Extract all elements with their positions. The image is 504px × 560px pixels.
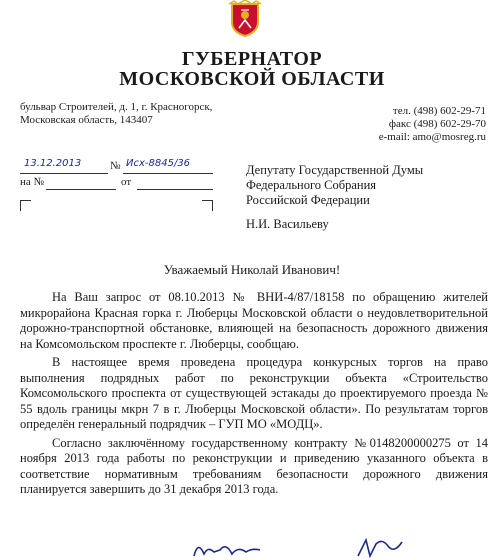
address-line1: бульвар Строителей, д. 1, г. Красногорск, [20,101,213,113]
letter-body [20,290,488,498]
paragraph-3: Согласно заключённому государственному контракту №0148200000275 от 14 ноября 2013 года работы по реконструкции и приведению указанного объекта в соответствие нормативным требованиям безопасности дорожного движения планируется завершить до 31 декабря 2013 года. [20,435,488,496]
recipient-line2: Федерального Собрания [246,178,377,192]
greeting: Уважаемый Николай Иванович! [163,262,341,277]
incoming-date-line [137,188,213,190]
recipient-line3: Российской Федерации [246,193,370,207]
recipient-line1: Депутату Государственной Думы [246,163,424,177]
letterhead-title-line1: ГУБЕРНАТОР [181,48,323,70]
signature-mark-left [190,536,270,560]
recipient-name: Н.И. Васильеву [246,217,329,231]
date-line [20,172,108,174]
handwritten-date: 13.12.2013 [24,158,82,169]
incoming-date-label: от [121,176,132,188]
phone-number: тел. (498) 602-29-71 [392,105,486,117]
fax-number: факс (498) 602-29-70 [388,118,486,130]
paragraph-2: В настоящее время проведена процедура конкурсных торгов на право выполнения подрядных работ по реконструкции объекта «Строительство Комсомольского проспекта от существующей эстакады до проектируемого проезда № 55 вдоль границы мкрн 7 в г. Люберцы Московской области». По результатам торгов определён генеральный подрядчик – ГУП МО «МОДЦ». [20,355,488,431]
moscow-region-coat-of-arms-icon [226,0,264,38]
bracket-top-right [202,200,213,211]
incoming-number-line [46,188,116,190]
number-prefix: № [110,160,121,172]
handwritten-outgoing-number: Исх-8845/36 [126,158,191,169]
recipient-block [246,163,423,208]
incoming-number-label: на № [20,176,45,188]
bracket-top-left [20,200,31,211]
number-line [123,172,213,174]
postal-address [20,101,280,127]
contact-block [286,105,486,144]
letterhead-title-line2: МОСКОВСКОЙ ОБЛАСТИ [119,68,385,90]
address-line2: Московская область, 143407 [20,114,153,126]
signature-mark-right [352,534,412,560]
paragraph-1: На Ваш запрос от 08.10.2013 № ВНИ-4/87/18158 по обращению жителей микрорайона Красная горка г. Люберцы Московской области о неудовлетворительной дорожно-транспортной обстановке, влияющей на безопасность дорожного движения на Комсомольском проспекте г. Люберцы, сообщаю. [20,290,488,351]
email-address: e-mail: amo@mosreg.ru [378,131,486,143]
